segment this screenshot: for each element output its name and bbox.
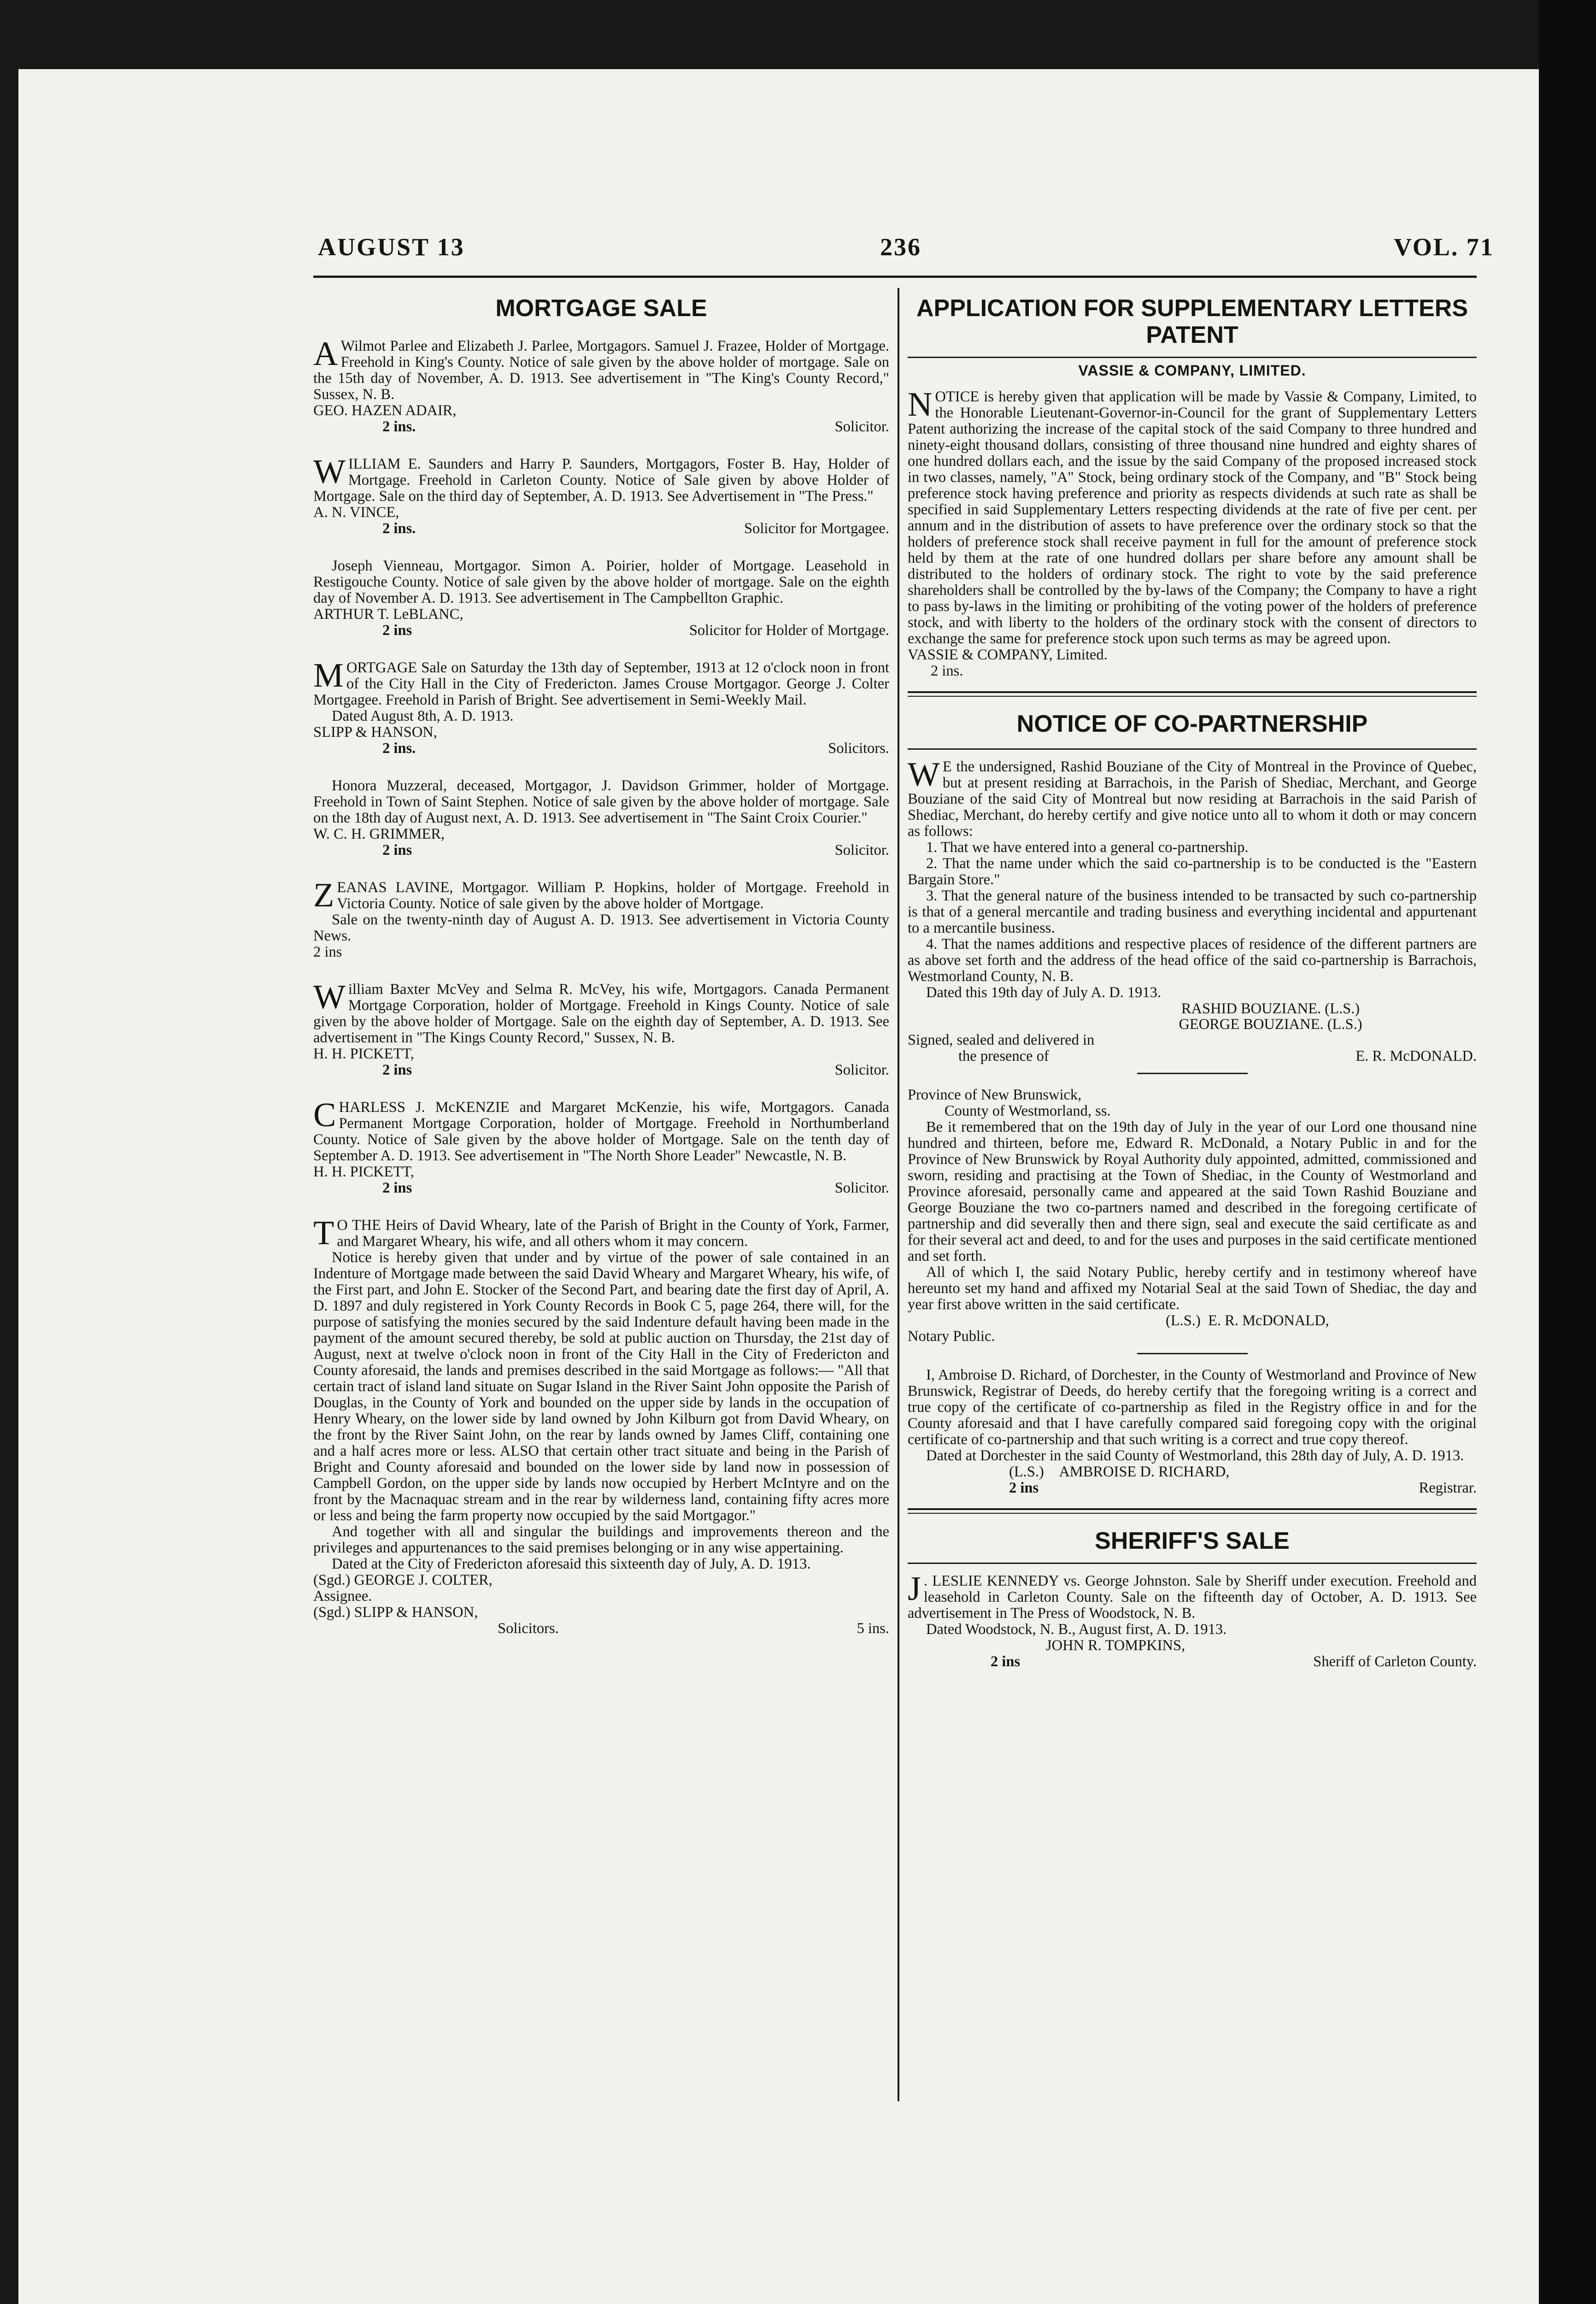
registrar-role: Registrar. xyxy=(1419,1480,1477,1496)
section-divider xyxy=(908,1508,1477,1514)
mortgage-notice-vienneau xyxy=(313,558,889,639)
insertion-count: 2 ins xyxy=(991,1653,1021,1670)
header-volume: VOL. 71 xyxy=(1394,233,1494,261)
application-notice xyxy=(908,386,1477,679)
notice-dated: Dated at the City of Fredericton aforesaid this sixteenth day of July, A. D. 1913. xyxy=(332,1556,811,1572)
section-rule xyxy=(908,748,1477,750)
presence-line: the presence of xyxy=(958,1048,1049,1064)
insertion-count: 2 ins xyxy=(313,944,342,960)
notice-body: Notice is hereby given that under and by virtue of the power of sale contained in an Indenture of Mortgage made between the said David Wheary and Margaret Wheary, his wife, of the First part, and John E. Stocker of the Second Part, and bearing date the first day of April, A. D. 1897 and duly registered in York County Records in Book C 5, page 264, there will, for the purpose of satisfying the monies secured by the said Indenture default having been made in the payment of the amount secured thereby, be sold at public auction on Thursday, the 21st day of August, next at twelve o'clock noon in front of the City Hall in the City of Fredericton and County aforesaid, the lands and premises described in the said Mortgage as follows:— "All that certain tract of island land situate on Sugar Island in the River Saint John opposite the Parish of Douglas, in the County of York and bounded on the upper side by lands in the occupation of Henry Wheary, on the lower side by land owned by John Kilburn got from David Wheary, on the front by the River Saint John, on the rear by lands owned by James Cliff, containing one and a half acres more or less. ALSO that certain other tract situate and being in the Parish of Bright and County aforesaid and bounded on the lower side by land now in possession of Campbell Gordon, on the upper side by lands now occupied by Herbert McIntyre and on the front by the Macnaquac stream and in the rear by wilderness land, containing fifty acres more or less and being the farm property now occupied by the said Mortgagor." xyxy=(313,1249,889,1524)
signed-line: Signed, sealed and delivered in xyxy=(908,1032,1095,1048)
mortgage-notice-saunders xyxy=(313,453,889,537)
drop-cap: Z xyxy=(313,876,334,914)
witness-name: E. R. McDONALD. xyxy=(1355,1048,1477,1064)
notice-solicitors: (Sgd.) SLIPP & HANSON, xyxy=(313,1604,478,1621)
copartnership-item: 3. That the general nature of the business intended to be transacted by such co-partnership is that of a general mercantile and trading business and everything incidental and appurtenant to a mercantile business. xyxy=(908,888,1477,936)
insertion-count: 2 ins xyxy=(382,1180,412,1196)
short-divider xyxy=(1137,1353,1248,1354)
registrar-body: I, Ambroise D. Richard, of Dorchester, in the County of Westmorland and Province of New Brunswick, Registrar of Deeds, do hereby certify that the foregoing writing is a correct and true copy of the certificate of co-partnership as filed in the Registry office in and for the County aforesaid and that I have carefully compared said foregoing copy with the original certificate of co-partnership and that such writing is a correct and true copy thereof. xyxy=(908,1367,1477,1448)
insertion-count: 2 ins. xyxy=(382,520,416,537)
partner-signature: GEORGE BOUZIANE. (L.S.) xyxy=(1179,1016,1362,1033)
notice-body: EANAS LAVINE, Mortgagor. William P. Hopkins, holder of Mortgage. Freehold in Victoria County. Notice of sale given by the above holder of Mortgage. xyxy=(337,879,889,912)
notice-body-2: And together with all and singular the buildings and improvements thereon and the privileges and appurtenances to the said premises belonging or in any wise appertaining. xyxy=(313,1523,889,1556)
notice-signer: H. H. PICKETT, xyxy=(313,1046,414,1062)
certificate-body: Be it remembered that on the 19th day of July in the year of our Lord one thousand nine hundred and thirteen, before me, Edward R. McDonald, a Notary Public in and for the Province of New Brunswick by Royal Authority duly appointed, admitted, commissioned and sworn, residing and practising at the Town of Shediac, in the County of Westmorland and Province aforesaid, personally came and appeared at the said Town Rashid Bouziane and George Bouziane the two co-partners named and described in the foregoing certificate of partnership and did severally then and there sign, seal and execute the said certificate as and for their several act and deed, to and for the uses and purposes in the said certificate mentioned and set forth. xyxy=(908,1119,1477,1264)
notice-role: Solicitor. xyxy=(834,1062,889,1078)
left-column xyxy=(313,295,889,1658)
mortgage-notice-mckenzie xyxy=(313,1096,889,1196)
insertion-count: 2 ins. xyxy=(382,418,416,435)
application-title: APPLICATION FOR SUPPLEMENTARY LETTERS PATENT xyxy=(916,295,1468,348)
copartnership-title: NOTICE OF CO-PARTNERSHIP xyxy=(1016,711,1368,737)
header-rule xyxy=(313,276,1477,278)
header-page-number: 236 xyxy=(880,233,921,261)
drop-cap: W xyxy=(313,453,346,491)
copartnership-item: 2. That the name under which the said co-partnership is to be conducted is the "Eastern Bargain Store." xyxy=(908,855,1477,888)
insertion-count: 2 ins. xyxy=(382,740,416,757)
mortgage-sale-title: MORTGAGE SALE xyxy=(495,295,707,322)
notice-signer: H. H. PICKETT, xyxy=(313,1164,414,1180)
drop-cap: N xyxy=(908,386,933,423)
drop-cap: C xyxy=(313,1096,336,1134)
notice-role: Solicitor for Mortgagee. xyxy=(744,520,889,537)
notice-signer: JOHN R. TOMPKINS, xyxy=(1046,1637,1185,1654)
copartnership-item: 1. That we have entered into a general co-partnership. xyxy=(926,839,1249,856)
notice-role: Solicitor. xyxy=(834,1180,889,1196)
notice-body: HARLESS J. McKENZIE and Margaret McKenzie, his wife, Mortgagors. Canada Permanent Mortgage Corporation, holder of Mortgage. Freehold in Northumberland County. Notice of Sale given by the above holder of Mortgage. Sale on the tenth day of September A. D. 1913. See advertisement in "The North Shore Leader" Newcastle, N. B. xyxy=(313,1099,889,1164)
drop-cap: J xyxy=(908,1570,921,1608)
notary-seal: (L.S.) xyxy=(1166,1312,1201,1329)
certificate-body-2: All of which I, the said Notary Public, hereby certify and in testimony whereof have hereunto set my hand and affixed my Notarial Seal at the said Town of Shediac, the day and year first above written in the said certificate. xyxy=(908,1264,1477,1313)
partner-signature: RASHID BOUZIANE. (L.S.) xyxy=(1181,1000,1360,1017)
short-divider xyxy=(1137,1073,1248,1074)
section-rule xyxy=(908,357,1477,358)
signer-role: Assignee. xyxy=(313,1588,372,1605)
notice-body: . LESLIE KENNEDY vs. George Johnston. Sale by Sheriff under execution. Freehold and leasehold in Carleton County. Sale on the fifteenth day of October, A. D. 1913. See advertisement in The Press of Woodstock, N. B. xyxy=(908,1573,1477,1622)
sheriff-sale-title: SHERIFF'S SALE xyxy=(1095,1528,1290,1554)
notice-dated: Dated August 8th, A. D. 1913. xyxy=(332,708,514,724)
copartnership-notice xyxy=(908,756,1477,1064)
notice-body: ILLIAM E. Saunders and Harry P. Saunders, Mortgagors, Foster B. Hay, Holder of Mortgage. Freehold in Carleton County. Notice of Sale given by above Holder of Mortgage. Sale on the third day of September, A. D. 1913. See Advertisement in "The Press." xyxy=(313,456,889,505)
insertion-count: 2 ins xyxy=(382,1062,412,1078)
notice-signer: VASSIE & COMPANY, Limited. xyxy=(908,647,1108,663)
insertion-count: 2 ins. xyxy=(931,663,963,679)
notice-intro: E the undersigned, Rashid Bouziane of the City of Montreal in the Province of Quebec, but at present residing at Barrachois, in the Parish of Shediac, Merchant, and George Bouziane of the said City of Montreal but now residing at Barrachois in the said Parish of Shediac, Merchant, do hereby certify and give notice unto all to whom it doth or may concern as follows: xyxy=(908,758,1477,840)
insertion-count: 2 ins xyxy=(1009,1480,1039,1496)
registrar-seal: (L.S.) xyxy=(1009,1464,1044,1480)
sheriff-notice xyxy=(908,1570,1477,1670)
notice-body: ORTGAGE Sale on Saturday the 13th day of September, 1913 at 12 o'clock noon in front of the City Hall in the City of Fredericton. James Crouse Mortgagor. George J. Colter Mortgagee. Freehold in Parish of Bright. See advertisement in Semi-Weekly Mail. xyxy=(313,659,889,708)
section-divider xyxy=(908,691,1477,697)
notice-intro: O THE Heirs of David Wheary, late of the Parish of Bright in the County of York, Farmer, and Margaret Wheary, his wife, and all others whom it may concern. xyxy=(337,1217,889,1250)
copartnership-item: 4. That the names additions and respective places of residence of the different partners are as above set forth and the address of the head office of the said co-partnership is Barrachois, Westmorland County, N. B. xyxy=(908,936,1477,985)
notice-dated: Dated Woodstock, N. B., August first, A. D. 1913. xyxy=(926,1621,1227,1638)
notice-role: Solicitor. xyxy=(834,418,889,435)
notary-certificate xyxy=(908,1087,1477,1345)
header-date: AUGUST 13 xyxy=(318,233,465,261)
mortgage-notice-muzzeral xyxy=(313,778,889,858)
notice-role: Solicitors. xyxy=(828,740,889,757)
notice-body: illiam Baxter McVey and Selma R. McVey, his wife, Mortgagors. Canada Permanent Mortgage Corporation, holder of Mortgage. Freehold in Kings County. Notice of sale given by the above holder of Mortgage. Sale on the eighth day of September, A. D. 1913. See advertisement in "The Kings County Record," Sussex, N. B. xyxy=(313,981,889,1046)
section-rule xyxy=(908,1563,1477,1564)
notice-body: OTICE is hereby given that application will be made by Vassie & Company, Limited, to the Honorable Lieutenant-Governor-in-Council for the grant of Supplementary Letters Patent authorizing the increase of the capital stock of the said Company to three hundred and ninety-eight thousand dollars, consisting of three thousand nine hundred and eighty shares of one hundred dollars each, and the issue by the said Company of the proposed increased stock in two classes, namely, "A" Stock, being ordinary stock of the Company, and "B" Stock being preference stock having preference and priority as respects dividends at such rate as shall be specified in said Supplementary Letters respecting dividends at the rate of five per cent. per annum and in the distribution of assets to have preference over the ordinary stock so that the holders of preference stock shall receive payment in full for the amount of preference stock held by them at the rate of one hundred dollars per share before any amount shall be distributed to the holders of ordinary stock. The right to vote by the said preference shareholders shall be controlled by the by-laws of the Company; the Company to have a right to pass by-laws in the limiting or prohibiting of the voting power of the holders of preference stock, and with liberty to the holders of the ordinary stock with the consent of directors to exchange the same for preference stock upon such terms as may be agreed upon. xyxy=(908,388,1477,647)
registrar-dated: Dated at Dorchester in the said County of Westmorland, this 28th day of July, A. D. 1913. xyxy=(926,1447,1464,1464)
notice-role: Solicitor. xyxy=(834,842,889,858)
insertion-count: 2 ins xyxy=(382,842,412,858)
registrar-certificate xyxy=(908,1367,1477,1496)
mortgage-notice-crouse xyxy=(313,657,889,757)
mortgage-notice-parlee xyxy=(313,335,889,435)
notice-body: Honora Muzzeral, deceased, Mortgagor, J. Davidson Grimmer, holder of Mortgage. Freehold in Town of Saint Stephen. Notice of sale given by the above holder of mortgage. Sale on the 18th day of August next, A. D. 1913. See advertisement in "The Saint Croix Courier." xyxy=(313,777,889,826)
drop-cap: T xyxy=(313,1214,334,1252)
notice-role: Solicitor for Holder of Mortgage. xyxy=(689,622,889,639)
notice-signer: W. C. H. GRIMMER, xyxy=(313,826,445,842)
mortgage-notice-mcvey xyxy=(313,978,889,1078)
notice-body: Wilmot Parlee and Elizabeth J. Parlee, Mortgagors. Samuel J. Frazee, Holder of Mortgage. Freehold in King's County. Notice of sale given by the above holder of mortgage. Sale on the 15th day of November, A. D. 1913. See advertisement in "The King's County Record," Sussex, N. B. xyxy=(313,338,889,403)
notice-body: Joseph Vienneau, Mortgagor. Simon A. Poirier, holder of Mortgage. Leasehold in Restigouche County. Notice of sale given by the above holder of mortgage. Sale on the eighth day of November A. D. 1913. See advertisement in The Campbellton Graphic. xyxy=(313,558,889,606)
drop-cap: W xyxy=(908,756,940,793)
notary-name: E. R. McDONALD, xyxy=(1208,1312,1329,1329)
notice-signer: ARTHUR T. LeBLANC, xyxy=(313,606,464,623)
notice-signer: (Sgd.) GEORGE J. COLTER, xyxy=(313,1572,493,1588)
right-column xyxy=(908,295,1477,1691)
drop-cap: M xyxy=(313,657,344,694)
column-divider xyxy=(898,288,899,2101)
notice-body-2: Sale on the twenty-ninth day of August A. D. 1913. See advertisement in Victoria County News. xyxy=(313,911,889,944)
province-line: Province of New Brunswick, xyxy=(908,1087,1082,1103)
solicitors-role: Solicitors. xyxy=(498,1620,559,1637)
insertion-count: 2 ins xyxy=(382,622,412,639)
drop-cap: A xyxy=(313,335,338,373)
registrar-name: AMBROISE D. RICHARD, xyxy=(1059,1464,1230,1480)
notice-signer: SLIPP & HANSON, xyxy=(313,724,437,741)
drop-cap: W xyxy=(313,978,346,1016)
notice-dated: Dated this 19th day of July A. D. 1913. xyxy=(926,984,1162,1001)
notice-signer: GEO. HAZEN ADAIR, xyxy=(313,402,457,419)
notice-signer: A. N. VINCE, xyxy=(313,504,399,521)
insertion-count: 5 ins. xyxy=(857,1620,889,1637)
county-line: County of Westmorland, ss. xyxy=(945,1103,1111,1119)
notice-role: Sheriff of Carleton County. xyxy=(1313,1653,1477,1670)
mortgage-notice-lavine xyxy=(313,876,889,960)
notary-role: Notary Public. xyxy=(908,1328,995,1345)
application-company: VASSIE & COMPANY, LIMITED. xyxy=(1078,362,1306,379)
book-spine-shadow xyxy=(1539,0,1596,2304)
mortgage-notice-wheary xyxy=(313,1214,889,1637)
